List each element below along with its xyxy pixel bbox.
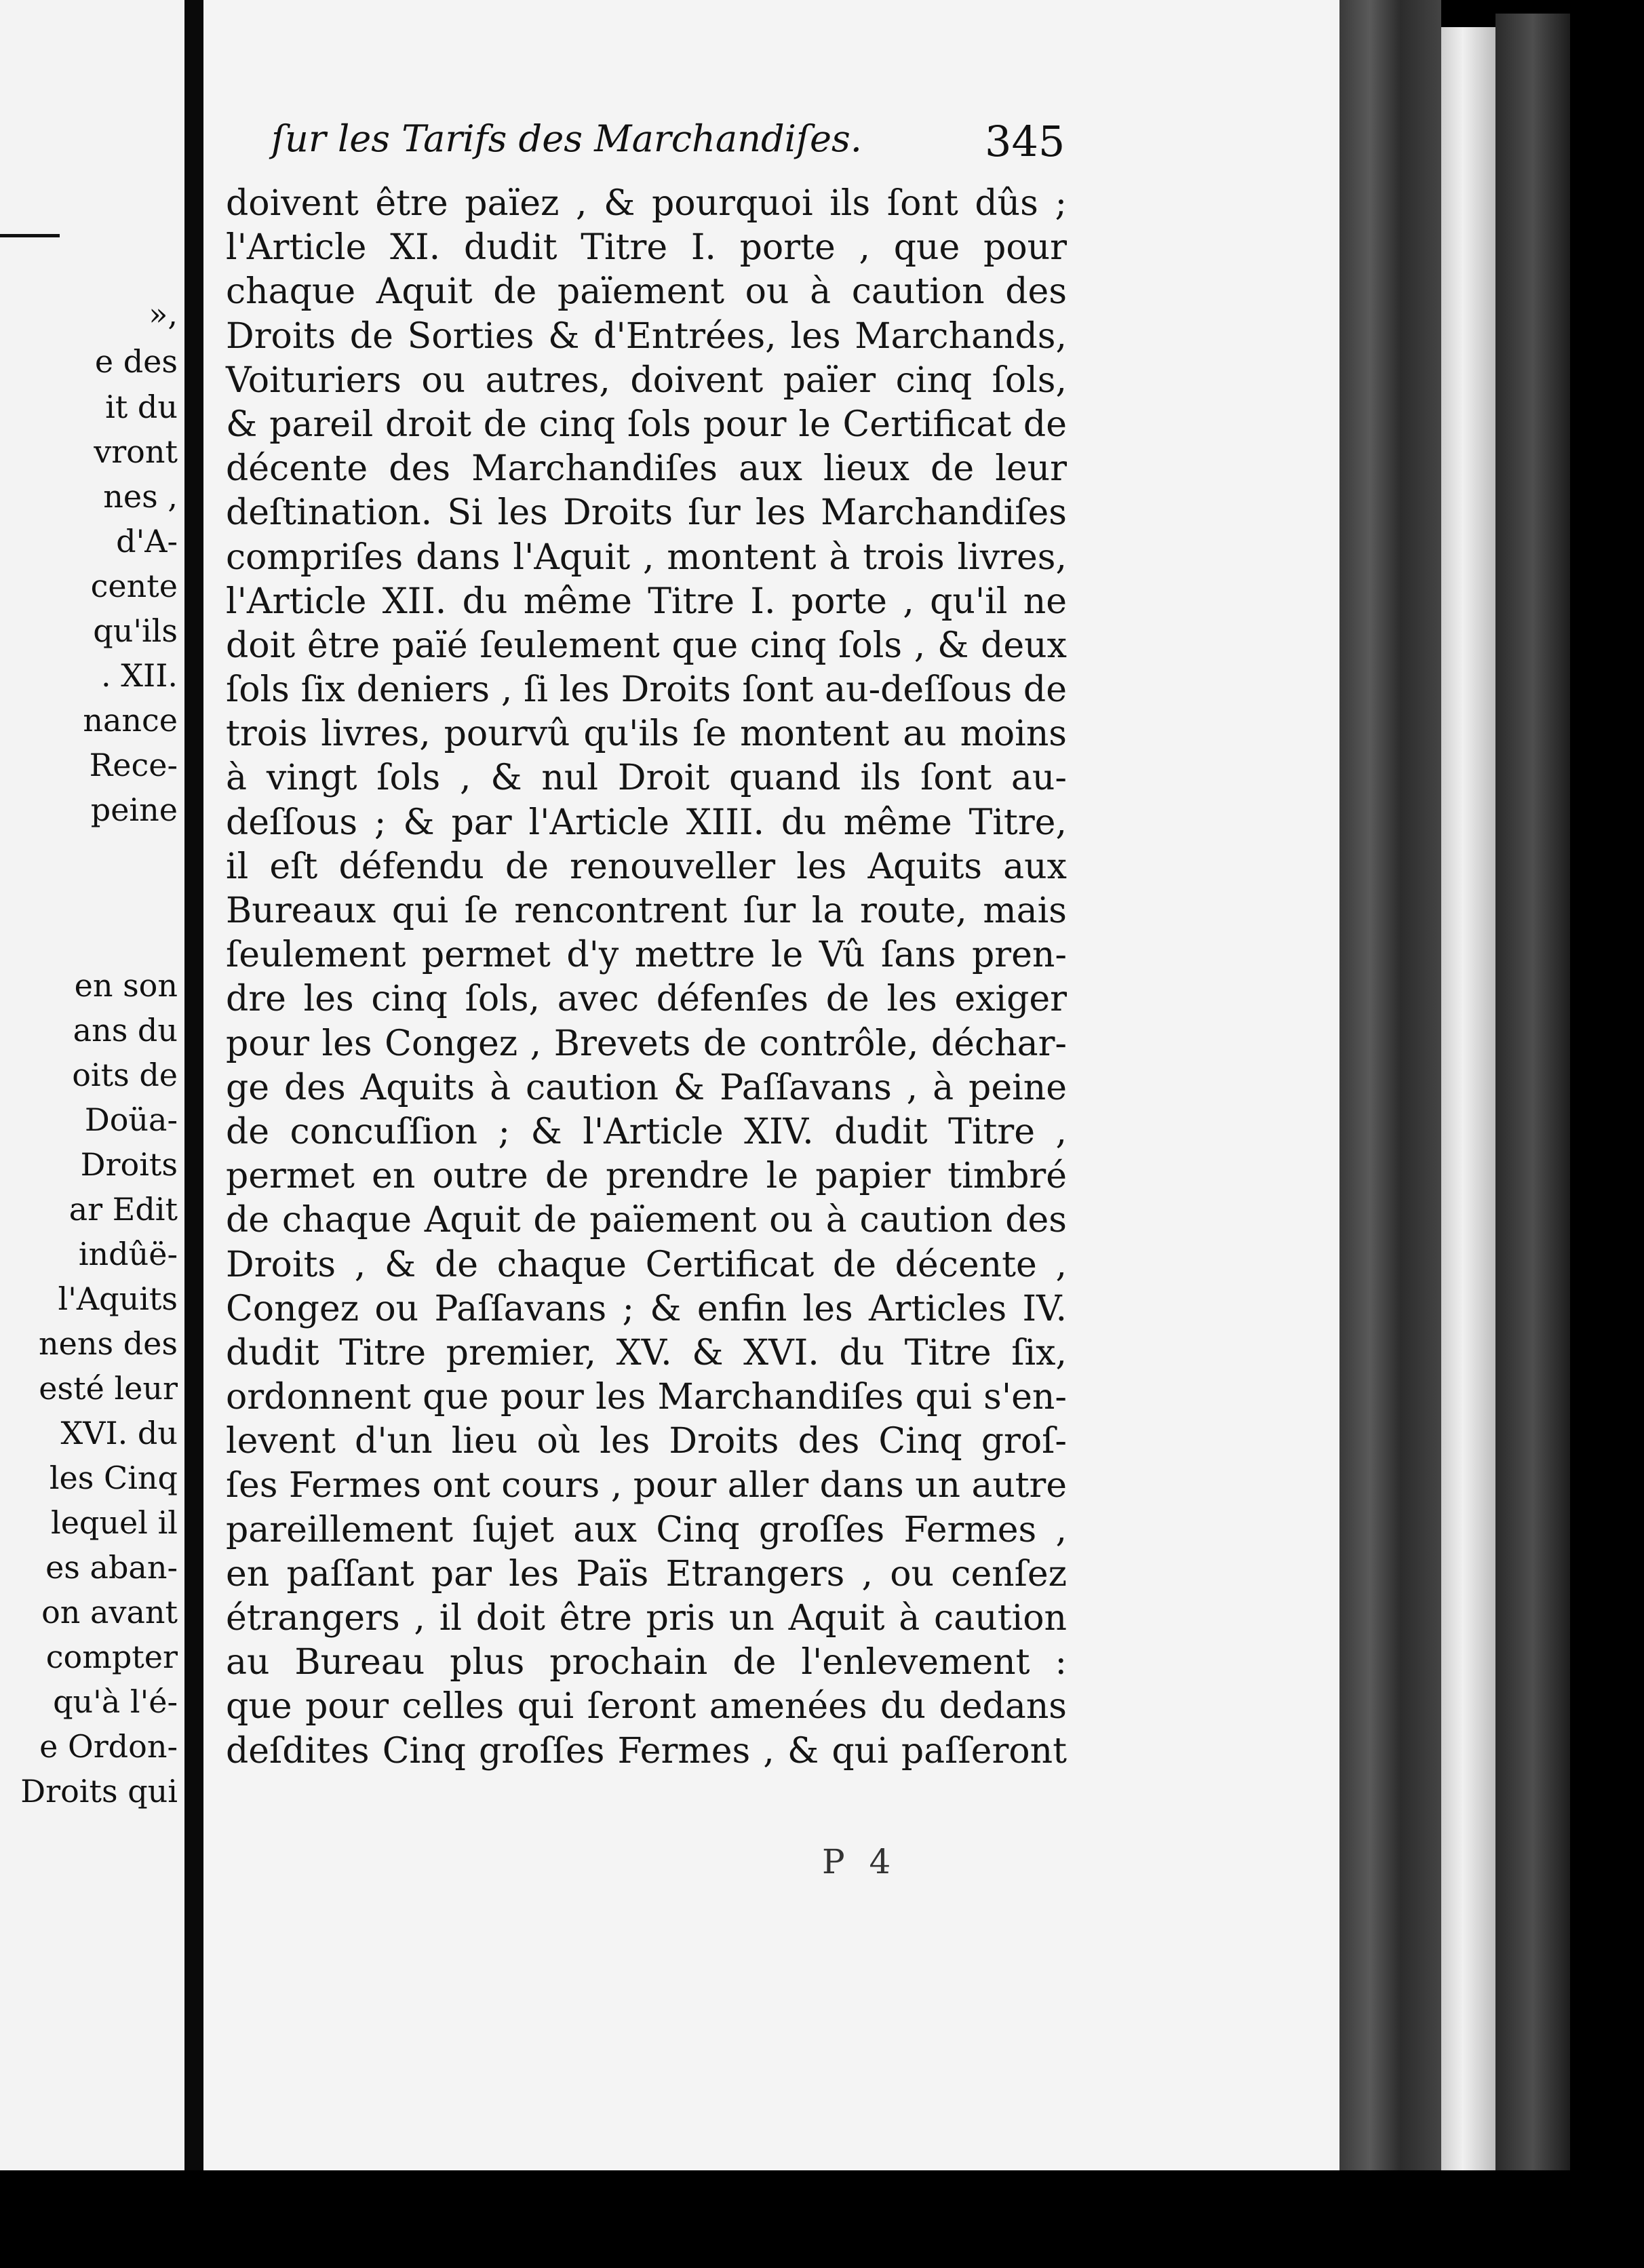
text-line: Voituriers ou autres, doivent païer cinq ſols,	[226, 359, 1067, 401]
text-line: au Bureau plus prochain de l'enlevement :	[226, 1642, 1067, 1683]
left-page-line: e des	[94, 343, 178, 380]
left-page-line: qu'ils	[93, 612, 178, 649]
text-line: & pareil droit de cinq ſols pour le Certificat de	[226, 404, 1067, 445]
left-page-line: les Cinq	[49, 1460, 178, 1496]
text-line: il eſt défendu de renouveller les Aquits aux	[226, 846, 1067, 887]
left-page-line: e Ordon-	[39, 1728, 178, 1765]
text-line: deſſous ; & par l'Article XIII. du même Titre,	[226, 802, 1067, 843]
text-line: l'Article XII. du même Titre I. porte , qu'il ne	[226, 581, 1067, 622]
text-line: levent d'un lieu où les Droits des Cinq groſ-	[226, 1421, 1067, 1462]
text-line: décente des Marchandiſes aux lieux de leur	[226, 448, 1067, 490]
text-line: Congez ou Paſſavans ; & enfin les Articles IV.	[226, 1288, 1067, 1329]
left-page-line: l'Aquits	[58, 1280, 178, 1317]
body-text	[226, 182, 1067, 1774]
left-page-fragment	[0, 0, 184, 2170]
left-page-line: vront	[94, 433, 178, 470]
text-line: deſdites Cinq groſſes Fermes , & qui paſſeront	[226, 1730, 1067, 1772]
left-page-line: ar Edit	[68, 1191, 178, 1228]
running-header: ſur les Tarifs des Marchandiſes.	[271, 117, 862, 160]
left-page-line: cente	[90, 568, 178, 604]
text-line: l'Article XI. dudit Titre I. porte , que pour	[226, 227, 1067, 269]
text-line: permet en outre de prendre le papier timbré	[226, 1156, 1067, 1197]
left-page-line: Droits	[80, 1146, 178, 1183]
left-page-line: it du	[105, 389, 178, 425]
page-number: 345	[985, 117, 1065, 166]
left-page-line: indûë-	[78, 1236, 178, 1272]
text-line: de chaque Aquit de païement ou à caution des	[226, 1200, 1067, 1241]
left-page-line: d'A-	[116, 523, 178, 560]
left-page-line: compter	[45, 1639, 178, 1675]
text-line: deſtination. Si les Droits ſur les Marchandiſes	[226, 492, 1067, 534]
left-page-line: »,	[149, 296, 178, 332]
left-page-line: lequel il	[51, 1504, 178, 1541]
left-page-line: on avant	[41, 1594, 178, 1630]
text-line: pareillement ſujet aux Cinq groſſes Fermes ,	[226, 1509, 1067, 1550]
text-line: ge des Aquits à caution & Paſſavans , à peine	[226, 1067, 1067, 1108]
left-page-line: nens des	[39, 1325, 178, 1362]
text-line: en paſſant par les Païs Etrangers , ou cenſez	[226, 1553, 1067, 1595]
text-line: chaque Aquit de païement ou à caution des	[226, 271, 1067, 313]
text-line: ſes Fermes ont cours , pour aller dans un autre	[226, 1465, 1067, 1506]
text-line: à vingt ſols , & nul Droit quand ils ſont au-	[226, 758, 1067, 799]
text-line: que pour celles qui ſeront amenées du dedans	[226, 1686, 1067, 1727]
text-line: étrangers , il doit être pris un Aquit à caution	[226, 1598, 1067, 1639]
left-page-line: nes ,	[103, 478, 178, 515]
text-line: dre les cinq ſols, avec défenſes de les exiger	[226, 979, 1067, 1020]
left-page-line: Rece-	[89, 747, 178, 783]
left-page-line: ans du	[73, 1012, 178, 1049]
text-line: de concuſſion ; & l'Article XIV. dudit Titre ,	[226, 1111, 1067, 1152]
page-edges-light	[1441, 27, 1495, 2197]
book-cover-edge	[1495, 14, 1570, 2170]
signature-mark: P 4	[822, 1842, 898, 1881]
text-line: pour les Congez , Brevets de contrôle, déchar-	[226, 1023, 1067, 1064]
left-page-line: Droits qui	[20, 1773, 178, 1810]
left-page-line: en son	[74, 967, 178, 1004]
text-line: Droits de Sorties & d'Entrées, les Marchands,	[226, 315, 1067, 357]
bottom-shadow	[0, 2170, 1644, 2268]
left-page-line: XVI. du	[60, 1415, 178, 1451]
text-line: ſols ſix deniers , ſi les Droits ſont au-deſſous de	[226, 669, 1067, 711]
text-line: dudit Titre premier, XV. & XVI. du Titre ſix,	[226, 1332, 1067, 1373]
page-edges-dark	[1339, 0, 1441, 2184]
left-page-line: . XII.	[101, 657, 178, 694]
left-page-line: es aban-	[45, 1549, 178, 1586]
left-page-line: peine	[90, 791, 178, 828]
text-line: doivent être païez , & pourquoi ils ſont dûs ;	[226, 183, 1067, 224]
left-page-line: nance	[83, 702, 178, 739]
text-line: compriſes dans l'Aquit , montent à trois livres,	[226, 536, 1067, 578]
text-line: doit être païé ſeulement que cinq ſols , & deux	[226, 625, 1067, 666]
left-page-line: oits de	[72, 1057, 178, 1093]
left-page-line: esté leur	[39, 1370, 178, 1407]
text-line: ordonnent que pour les Marchandiſes qui s'en-	[226, 1377, 1067, 1418]
text-line: ſeulement permet d'y mettre le Vû ſans pren-	[226, 935, 1067, 976]
left-page-rule	[0, 234, 60, 237]
text-line: Droits , & de chaque Certificat de décente ,	[226, 1244, 1067, 1285]
left-page-line: Doüa-	[84, 1101, 178, 1138]
text-line: Bureaux qui ſe rencontrent ſur la route, mais	[226, 891, 1067, 931]
text-line: trois livres, pourvû qu'ils ſe montent au moins	[226, 713, 1067, 755]
left-page-line: qu'à l'é-	[53, 1683, 178, 1720]
